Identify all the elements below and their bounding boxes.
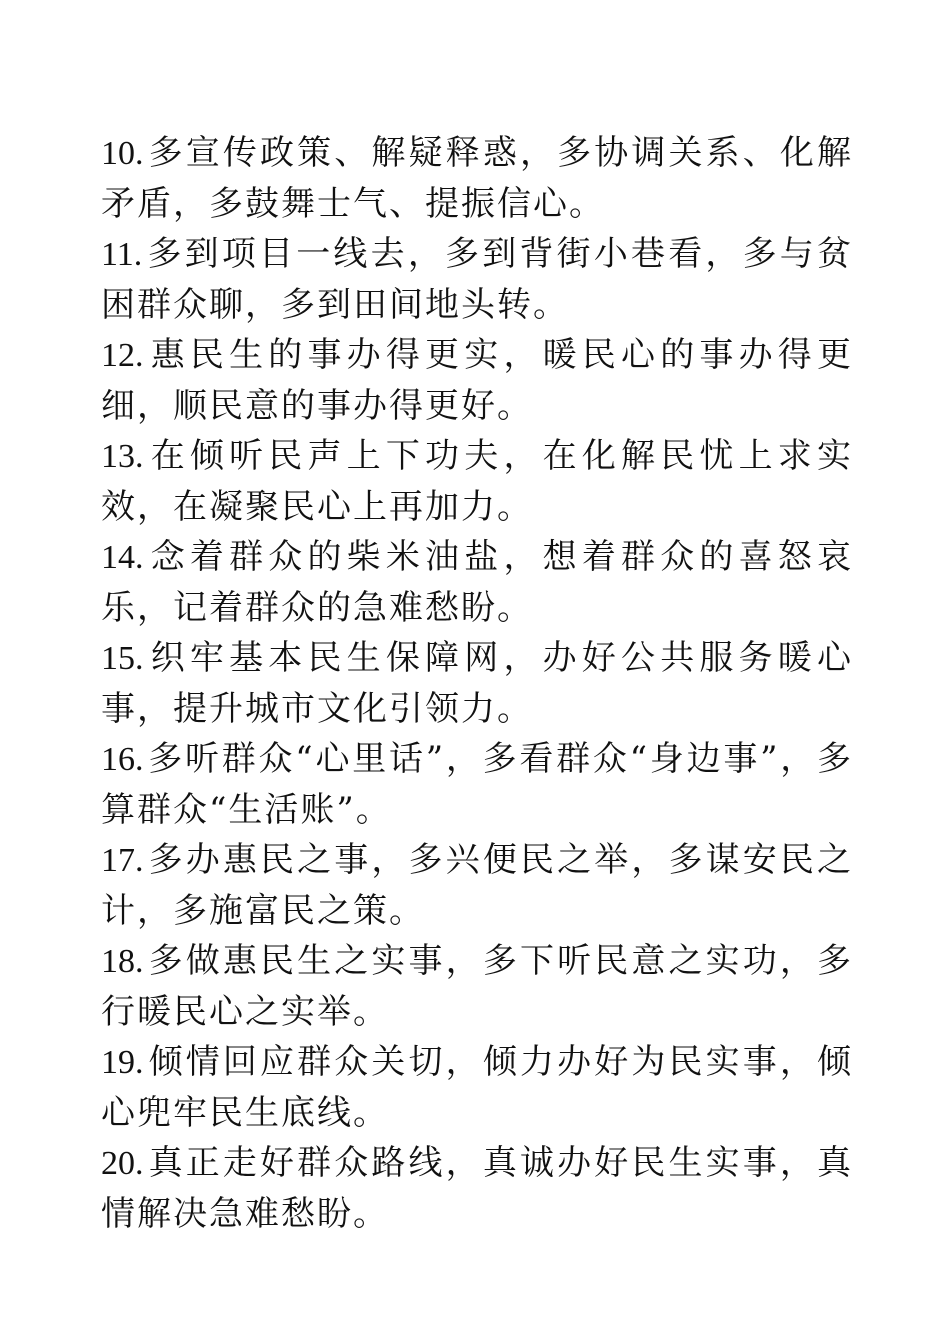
item-text: 多做惠民生之实事，多下听民意之实功，多行暖民心之实举。: [101, 941, 853, 1032]
item-number: 16.: [101, 741, 144, 778]
item-text: 多办惠民之事，多兴便民之举，多谋安民之计，多施富民之策。: [101, 840, 853, 931]
item-number: 17.: [101, 842, 144, 879]
item-text: 织牢基本民生保障网，办好公共服务暖心事，提升城市文化引领力。: [101, 638, 853, 729]
item-number: 19.: [101, 1044, 144, 1081]
item-text: 倾情回应群众关切，倾力办好为民实事，倾心兜牢民生底线。: [101, 1042, 853, 1133]
list-item: [101, 1138, 853, 1239]
item-text: 多听群众“心里话”，多看群众“身边事”，多算群众“生活账”。: [101, 739, 853, 830]
list-item: [101, 431, 853, 532]
item-number: 13.: [101, 438, 144, 475]
list-item: [101, 229, 853, 330]
item-number: 15.: [101, 640, 144, 677]
document-body: [101, 128, 853, 1239]
item-text: 在倾听民声上下功夫，在化解民忧上求实效，在凝聚民心上再加力。: [101, 436, 853, 527]
item-number: 11.: [101, 236, 143, 273]
list-item: [101, 128, 853, 229]
item-text: 惠民生的事办得更实，暖民心的事办得更细，顺民意的事办得更好。: [101, 335, 853, 426]
item-text: 多宣传政策、解疑释惑，多协调关系、化解矛盾，多鼓舞士气、提振信心。: [101, 133, 853, 224]
list-item: [101, 1037, 853, 1138]
list-item: [101, 330, 853, 431]
item-number: 20.: [101, 1145, 144, 1182]
list-item: [101, 734, 853, 835]
list-item: [101, 633, 853, 734]
list-item: [101, 936, 853, 1037]
item-text: 真正走好群众路线，真诚办好民生实事，真情解决急难愁盼。: [101, 1143, 853, 1234]
item-text: 念着群众的柴米油盐，想着群众的喜怒哀乐，记着群众的急难愁盼。: [101, 537, 853, 628]
item-number: 18.: [101, 943, 144, 980]
item-number: 10.: [101, 135, 144, 172]
list-item: [101, 835, 853, 936]
item-text: 多到项目一线去，多到背街小巷看，多与贫困群众聊，多到田间地头转。: [101, 234, 853, 325]
list-item: [101, 532, 853, 633]
item-number: 12.: [101, 337, 144, 374]
item-number: 14.: [101, 539, 144, 576]
